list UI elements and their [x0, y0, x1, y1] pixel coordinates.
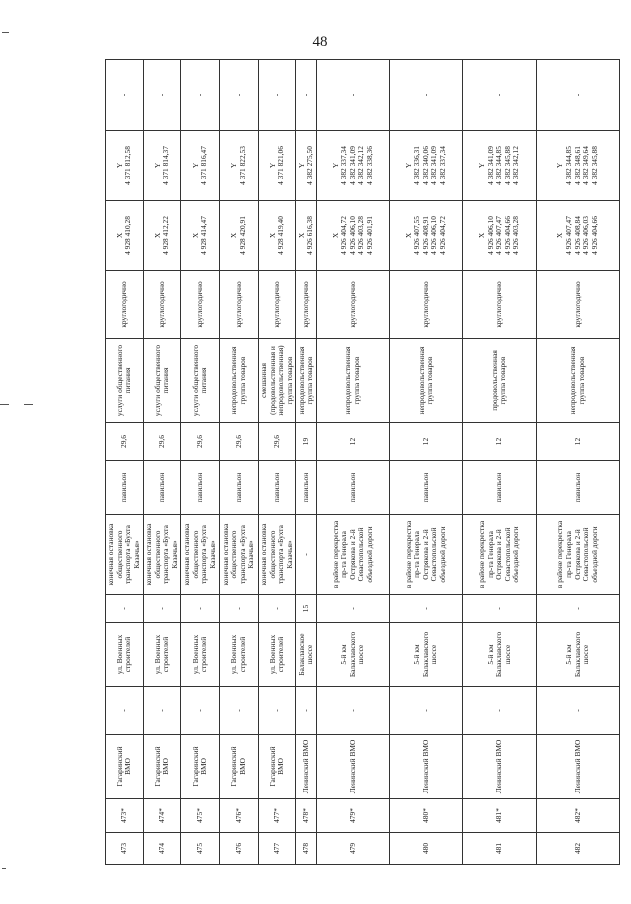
reference-number-cell: 473*: [106, 799, 144, 833]
table-body: [106, 60, 620, 865]
district-cell: Гагаринский ВМО: [258, 735, 296, 799]
coordinate-line: Y: [152, 162, 162, 169]
reference-number-cell: 474*: [143, 799, 181, 833]
coordinates-y-cell: [143, 131, 181, 201]
coordinates-y-cell: [536, 131, 619, 201]
margin-mark-middle: [0, 404, 9, 405]
row-number-cell: 475: [181, 833, 220, 865]
operating-mode-cell: круглогодично: [106, 271, 144, 339]
coordinates-x-cell: [106, 201, 144, 271]
area-cell: 12: [536, 423, 619, 461]
operating-mode-cell: круглогодично: [536, 271, 619, 339]
coordinate-line: Y: [114, 162, 124, 169]
area-cell: 19: [296, 423, 316, 461]
coordinate-line: 4 928 420,91: [237, 216, 247, 255]
district-cell: Ленинский ВМО: [390, 735, 463, 799]
object-type-cell: павильон: [143, 461, 181, 515]
street-cell: ул. Военных строителей: [106, 623, 144, 687]
coordinate-line: Y: [229, 162, 239, 169]
specialization-cell: услуги общественного питания: [143, 339, 181, 423]
coordinate-line: 4 926 616,38: [305, 216, 315, 255]
house-number-cell: -: [463, 595, 536, 623]
table-row: [106, 60, 144, 865]
coordinate-line: X: [477, 232, 487, 239]
table-row: [181, 60, 220, 865]
coordinate-line: Y: [296, 162, 306, 169]
reference-number-cell: 475*: [181, 799, 220, 833]
object-type-cell: павильон: [536, 461, 619, 515]
table-row: [143, 60, 181, 865]
reference-number-cell: 477*: [258, 799, 296, 833]
house-number-cell: -: [258, 595, 296, 623]
area-cell: 12: [316, 423, 389, 461]
coordinate-line: X: [555, 232, 565, 239]
coordinate-line: 4 926 401,91: [364, 216, 374, 255]
district-cell: Ленинский ВМО: [316, 735, 389, 799]
coordinate-line: 4 926 403,28: [356, 216, 366, 255]
term-cell: -: [106, 60, 144, 131]
coordinate-line: 4 926 406,10: [485, 216, 495, 255]
landmark-cell: конечная остановка общественного транспорта «Бухта Казачья»: [106, 515, 144, 595]
coordinate-line: 4 926 404,66: [502, 216, 512, 255]
coordinates-y-cell: [181, 131, 220, 201]
blank-cell: -: [220, 687, 259, 735]
coordinate-line: X: [267, 232, 277, 239]
coordinate-line: 4 382 337,34: [339, 146, 349, 185]
coordinate-line: 4 928 412,22: [161, 216, 171, 255]
coordinate-line: 4 382 342,12: [356, 146, 366, 185]
coordinate-line: 4 926 404,72: [339, 216, 349, 255]
reference-number-cell: 479*: [316, 799, 389, 833]
coordinates-y-cell: [258, 131, 296, 201]
blank-cell: -: [143, 687, 181, 735]
table-row: [463, 60, 536, 865]
house-number-cell: -: [316, 595, 389, 623]
table-row: [258, 60, 296, 865]
coordinates-y-cell: [220, 131, 259, 201]
reference-number-cell: 482*: [536, 799, 619, 833]
table-row: [220, 60, 259, 865]
coordinates-x-cell: [220, 201, 259, 271]
coordinate-line: 4 371 816,47: [199, 146, 209, 185]
object-type-cell: павильон: [106, 461, 144, 515]
house-number-cell: -: [181, 595, 220, 623]
reference-number-cell: 478*: [296, 799, 316, 833]
reference-number-cell: 476*: [220, 799, 259, 833]
street-cell: ул. Военных строителей: [220, 623, 259, 687]
operating-mode-cell: круглогодично: [463, 271, 536, 339]
coordinate-line: 4 926 408,84: [572, 216, 582, 255]
house-number-cell: 15: [296, 595, 316, 623]
object-type-cell: павильон: [181, 461, 220, 515]
landmark-cell: в районе перекрестка пр-та Генерала Острякова и 2-й Севастопольской объездной дороги: [390, 515, 463, 595]
coordinates-y-cell: [463, 131, 536, 201]
object-type-cell: павильон: [296, 461, 316, 515]
coordinate-line: 4 382 344,85: [564, 146, 573, 185]
coordinate-line: 4 926 408,91: [420, 216, 430, 255]
operating-mode-cell: круглогодично: [220, 271, 259, 339]
term-cell: -: [143, 60, 181, 131]
street-cell: Балаклавское шоссе: [296, 623, 316, 687]
coordinate-line: 4 371 821,06: [276, 146, 286, 185]
landmark-cell: конечная остановка общественного транспорта «Бухта Казачья»: [258, 515, 296, 595]
coordinate-line: Y: [403, 162, 413, 169]
operating-mode-cell: круглогодично: [181, 271, 220, 339]
specialization-cell: непродовольственная группа товаров: [390, 339, 463, 423]
coordinates-x-cell: [390, 201, 463, 271]
placement-registry-table: [105, 59, 620, 865]
blank-cell: -: [316, 687, 389, 735]
district-cell: Гагаринский ВМО: [181, 735, 220, 799]
coordinate-line: 4 926 406,10: [429, 216, 439, 255]
coordinate-line: Y: [267, 162, 277, 169]
term-cell: -: [296, 60, 316, 131]
coordinate-line: 4 371 812,58: [123, 146, 133, 185]
coordinate-line: Y: [555, 162, 565, 169]
coordinate-line: 4 926 406,10: [347, 216, 357, 255]
row-number-cell: 474: [143, 833, 181, 865]
street-cell: ул. Военных строителей: [143, 623, 181, 687]
table-row: [316, 60, 389, 865]
term-cell: -: [463, 60, 536, 131]
district-cell: Гагаринский ВМО: [143, 735, 181, 799]
row-number-cell: 477: [258, 833, 296, 865]
area-cell: 29,6: [258, 423, 296, 461]
coordinates-x-cell: [463, 201, 536, 271]
house-number-cell: -: [390, 595, 463, 623]
blank-cell: -: [106, 687, 144, 735]
page-number: 48: [312, 34, 328, 50]
landmark-cell: в районе перекрестка пр-та Генерала Острякова и 2-й Севастопольской объездной дороги: [316, 515, 389, 595]
coordinate-line: 4 382 337,34: [437, 146, 447, 185]
term-cell: -: [390, 60, 463, 131]
specialization-cell: смешанная (продовольственная и непродовольственная) группа товаров: [258, 339, 296, 423]
row-number-cell: 473: [106, 833, 144, 865]
coordinates-x-cell: [143, 201, 181, 271]
blank-cell: -: [463, 687, 536, 735]
district-cell: Ленинский ВМО: [463, 735, 536, 799]
area-cell: 12: [390, 423, 463, 461]
coordinate-line: 4 382 341,09: [347, 146, 357, 185]
blank-cell: -: [390, 687, 463, 735]
coordinate-line: 4 928 410,28: [123, 216, 133, 255]
coordinate-line: 4 382 348,61: [572, 146, 582, 185]
coordinate-line: 4 382 341,09: [485, 146, 495, 185]
coordinate-line: Y: [330, 162, 340, 169]
coordinate-line: X: [114, 232, 124, 239]
coordinate-line: 4 382 340,06: [420, 146, 430, 185]
operating-mode-cell: круглогодично: [258, 271, 296, 339]
coordinate-line: X: [152, 232, 162, 239]
district-cell: Ленинский ВМО: [536, 735, 619, 799]
operating-mode-cell: круглогодично: [316, 271, 389, 339]
specialization-cell: непродовольственная группа товаров: [536, 339, 619, 423]
area-cell: 12: [463, 423, 536, 461]
street-cell: 5-й км Балаклавского шоссе: [390, 623, 463, 687]
area-cell: 29,6: [181, 423, 220, 461]
term-cell: -: [220, 60, 259, 131]
margin-mark-middle-2: [24, 404, 33, 405]
reference-number-cell: 480*: [390, 799, 463, 833]
coordinates-x-cell: [296, 201, 316, 271]
coordinate-line: 4 926 407,47: [564, 216, 573, 255]
coordinates-y-cell: [296, 131, 316, 201]
landmark-cell: конечная остановка общественного транспорта «Бухта Казачья»: [220, 515, 259, 595]
blank-cell: -: [536, 687, 619, 735]
coordinate-line: 4 382 344,85: [494, 146, 504, 185]
margin-mark-bottom: [2, 868, 6, 869]
table-row: [296, 60, 316, 865]
coordinates-y-cell: [106, 131, 144, 201]
coordinate-line: 4 926 407,55: [412, 216, 422, 255]
object-type-cell: павильон: [258, 461, 296, 515]
object-type-cell: павильон: [316, 461, 389, 515]
landmark-cell: конечная остановка общественного транспорта «Бухта Казачья»: [143, 515, 181, 595]
house-number-cell: -: [536, 595, 619, 623]
coordinates-x-cell: [258, 201, 296, 271]
landmark-cell: в районе перекрестка пр-та Генерала Острякова и 2-й Севастопольской объездной дороги: [536, 515, 619, 595]
street-cell: 5-й км Балаклавского шоссе: [536, 623, 619, 687]
area-cell: 29,6: [106, 423, 144, 461]
coordinate-line: 4 382 349,64: [581, 146, 591, 185]
specialization-cell: непродовольственная группа товаров: [296, 339, 316, 423]
coordinate-line: X: [403, 232, 413, 239]
blank-cell: -: [181, 687, 220, 735]
coordinate-line: 4 382 336,31: [412, 146, 422, 185]
landmark-cell: конечная остановка общественного транспорта «Бухта Казачья»: [181, 515, 220, 595]
coordinate-line: 4 928 414,47: [199, 216, 209, 255]
specialization-cell: услуги общественного питания: [106, 339, 144, 423]
term-cell: -: [181, 60, 220, 131]
coordinate-line: X: [229, 232, 239, 239]
coordinate-line: Y: [190, 162, 200, 169]
coordinate-line: 4 382 345,88: [502, 146, 512, 185]
coordinate-line: X: [190, 232, 200, 239]
coordinate-line: 4 382 341,09: [429, 146, 439, 185]
coordinate-line: 4 926 406,03: [581, 216, 591, 255]
coordinates-x-cell: [316, 201, 389, 271]
coordinate-line: Y: [477, 162, 487, 169]
row-number-cell: 480: [390, 833, 463, 865]
row-number-cell: 478: [296, 833, 316, 865]
object-type-cell: павильон: [220, 461, 259, 515]
specialization-cell: непродовольственная группа товаров: [220, 339, 259, 423]
object-type-cell: павильон: [463, 461, 536, 515]
coordinates-x-cell: [536, 201, 619, 271]
coordinate-line: 4 926 404,72: [437, 216, 447, 255]
specialization-cell: услуги общественного питания: [181, 339, 220, 423]
coordinates-y-cell: [316, 131, 389, 201]
coordinate-line: X: [296, 232, 306, 239]
object-type-cell: павильон: [390, 461, 463, 515]
district-cell: Гагаринский ВМО: [220, 735, 259, 799]
coordinate-line: 4 926 403,28: [511, 216, 521, 255]
landmark-cell: в районе перекрестка пр-та Генерала Острякова и 2-й Севастопольской объездной дороги: [463, 515, 536, 595]
rotated-table-wrapper: [105, 60, 620, 865]
blank-cell: -: [296, 687, 316, 735]
row-number-cell: 476: [220, 833, 259, 865]
coordinate-line: 4 382 342,12: [511, 146, 521, 185]
coordinate-line: 4 382 338,36: [364, 146, 374, 185]
table-row: [536, 60, 619, 865]
coordinate-line: 4 382 345,88: [589, 146, 599, 185]
operating-mode-cell: круглогодично: [296, 271, 316, 339]
row-number-cell: 481: [463, 833, 536, 865]
street-cell: ул. Военных строителей: [258, 623, 296, 687]
house-number-cell: -: [106, 595, 144, 623]
district-cell: Ленинский ВМО: [296, 735, 316, 799]
reference-number-cell: 481*: [463, 799, 536, 833]
coordinate-line: 4 382 275,50: [305, 146, 315, 185]
district-cell: Гагаринский ВМО: [106, 735, 144, 799]
house-number-cell: -: [220, 595, 259, 623]
coordinate-line: 4 926 404,66: [589, 216, 599, 255]
area-cell: 29,6: [220, 423, 259, 461]
term-cell: -: [536, 60, 619, 131]
coordinate-line: X: [330, 232, 340, 239]
street-cell: ул. Военных строителей: [181, 623, 220, 687]
margin-mark-left: [2, 32, 9, 33]
row-number-cell: 482: [536, 833, 619, 865]
street-cell: 5-й км Балаклавского шоссе: [316, 623, 389, 687]
coordinates-y-cell: [390, 131, 463, 201]
coordinate-line: 4 926 407,47: [494, 216, 504, 255]
table-row: [390, 60, 463, 865]
specialization-cell: непродовольственная группа товаров: [316, 339, 389, 423]
operating-mode-cell: круглогодично: [390, 271, 463, 339]
specialization-cell: продовольственная группа товаров: [463, 339, 536, 423]
blank-cell: -: [258, 687, 296, 735]
operating-mode-cell: круглогодично: [143, 271, 181, 339]
coordinate-line: 4 371 814,37: [161, 146, 171, 185]
coordinates-x-cell: [181, 201, 220, 271]
coordinate-line: 4 371 822,53: [237, 146, 247, 185]
landmark-cell: -: [296, 515, 316, 595]
street-cell: 5-й км Балаклавского шоссе: [463, 623, 536, 687]
term-cell: -: [258, 60, 296, 131]
term-cell: -: [316, 60, 389, 131]
area-cell: 29,6: [143, 423, 181, 461]
coordinate-line: 4 928 419,40: [276, 216, 286, 255]
house-number-cell: -: [143, 595, 181, 623]
row-number-cell: 479: [316, 833, 389, 865]
table-stage: [105, 60, 620, 865]
